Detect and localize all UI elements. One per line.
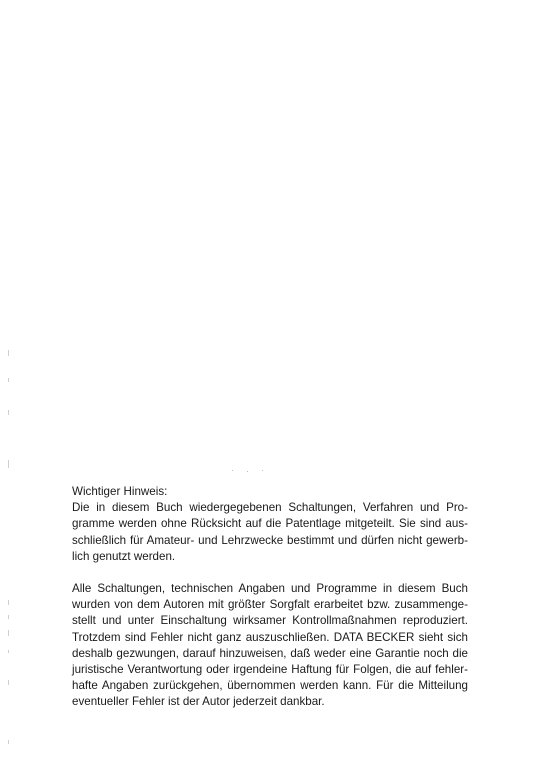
paragraph-spacer xyxy=(72,565,468,581)
paragraph-line: wurden von dem Autoren mit größter Sorgfalt erarbeitet bzw. zusammenge- xyxy=(72,598,468,612)
paragraph-line: stellt und unter Einschaltung wirksamer Kontrollmaßnahmen reproduziert. xyxy=(72,614,468,628)
paragraph-line: juristische Verantwortung oder irgendeine Haftung für Folgen, die auf fehler- xyxy=(72,663,468,677)
paragraph-line: hafte Angaben zurückgehen, übernommen werden kann. Für die Mitteilung xyxy=(72,679,468,693)
paragraph-line: Die in diesem Buch wiedergegebenen Schaltungen, Verfahren und Pro- xyxy=(72,501,468,515)
paragraph-line: Trotzdem sind Fehler nicht ganz auszuschließen. DATA BECKER sieht sich xyxy=(72,630,468,644)
paragraph-line: gramme werden ohne Rücksicht auf die Patentlage mitgeteilt. Sie sind aus- xyxy=(72,517,468,531)
paragraph-line: lich genutzt werden. xyxy=(72,549,176,563)
notice-paragraph-2 xyxy=(72,581,468,711)
paragraph-line: schließlich für Amateur- und Lehrzwecke bestimmt und dürfen nicht gewerb- xyxy=(72,533,468,547)
legal-notice xyxy=(72,484,468,711)
scan-edge-marks xyxy=(8,350,10,750)
paragraph-line: eventueller Fehler ist der Autor jederzeit dankbar. xyxy=(72,695,325,709)
paragraph-line: deshalb gezwungen, darauf hinzuweisen, daß weder eine Garantie noch die xyxy=(72,646,468,660)
paragraph-line: Alle Schaltungen, technischen Angaben und Programme in diesem Buch xyxy=(72,582,468,596)
notice-heading: Wichtiger Hinweis: xyxy=(72,485,168,498)
notice-paragraph-1 xyxy=(72,500,468,565)
